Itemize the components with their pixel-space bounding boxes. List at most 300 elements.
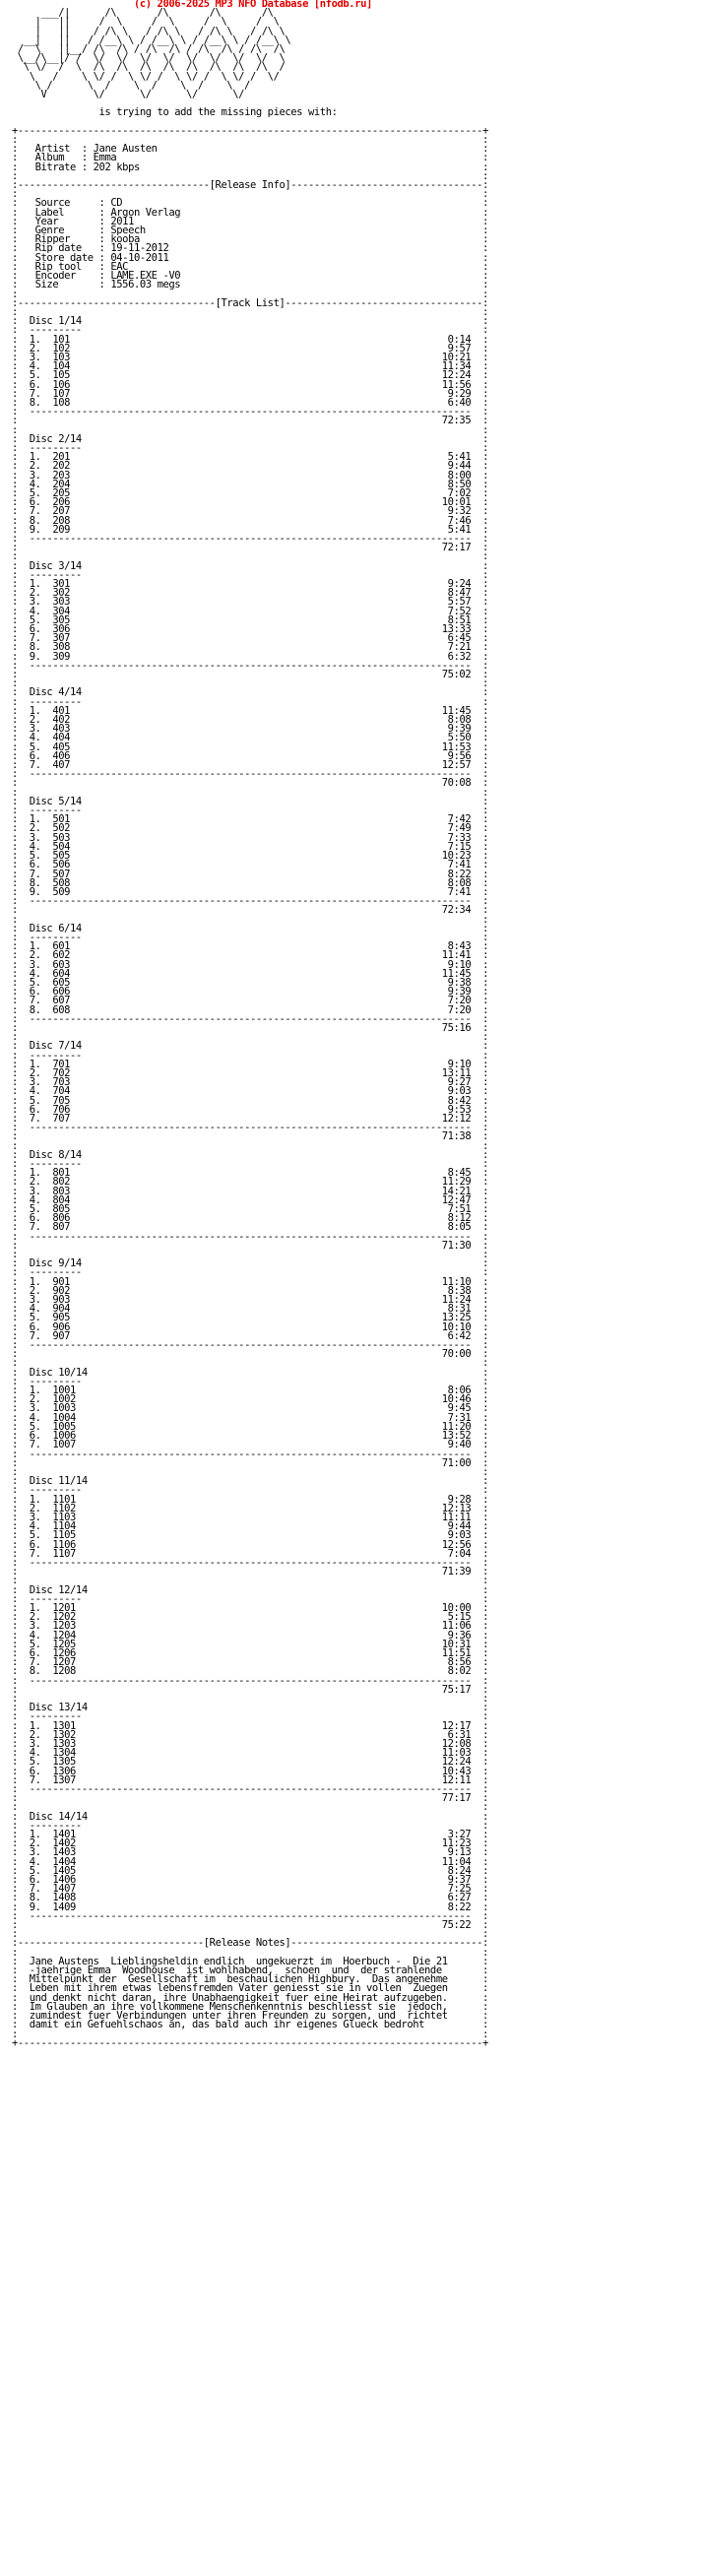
track-number: 5.: [29, 741, 41, 753]
release-notes-line: Jane Austens Lieblingsheldin endlich ungekuerzt im Hoerbuch - Die 21: [29, 1955, 448, 1967]
track-number: 5.: [29, 1312, 41, 1324]
track-duration: 8:24: [447, 1864, 472, 1877]
track-number: 6.: [29, 1430, 41, 1443]
info-label: Source: [34, 197, 94, 210]
track-name: 107: [52, 387, 71, 400]
track-name: 108: [52, 396, 71, 409]
track-duration: 11:23: [441, 1837, 472, 1850]
track-duration: 9:39: [447, 723, 472, 736]
track-name: 1204: [52, 1629, 76, 1642]
disc-title: Disc 10/14: [29, 1366, 88, 1379]
track-duration: 8:08: [447, 876, 472, 889]
track-duration: 5:57: [447, 596, 472, 609]
summary-label: Bitrate: [34, 161, 76, 173]
info-label: Encoder: [34, 270, 94, 283]
disc-total-duration: 75:16: [441, 1021, 472, 1034]
disc-divider: ----------------------------------------------------------------------------: [29, 1448, 472, 1460]
track-duration: 13:25: [441, 1312, 472, 1324]
track-number: 7.: [29, 868, 41, 880]
track-duration: 8:02: [447, 1665, 472, 1678]
track-duration: 11:20: [441, 1420, 472, 1433]
track-duration: 10:43: [441, 1765, 472, 1777]
disc-divider: ----------------------------------------------------------------------------: [29, 1556, 472, 1569]
track-number: 4.: [29, 840, 41, 853]
track-name: 1205: [52, 1638, 76, 1650]
track-duration: 7:51: [447, 1203, 472, 1216]
track-duration: 7:42: [447, 813, 472, 826]
track-duration: 9:39: [447, 986, 472, 998]
track-duration: 9:28: [447, 1493, 472, 1506]
track-number: 5.: [29, 1203, 41, 1216]
track-number: 4.: [29, 967, 41, 980]
track-number: 5.: [29, 1529, 41, 1542]
track-duration: 9:13: [447, 1846, 472, 1859]
track-name: 606: [52, 986, 71, 998]
track-number: 8.: [29, 641, 41, 654]
track-name: 307: [52, 632, 71, 645]
track-number: 5.: [29, 486, 41, 499]
track-name: 707: [52, 1112, 71, 1125]
disc-title: Disc 8/14: [29, 1148, 82, 1161]
track-duration: 12:47: [441, 1193, 472, 1206]
track-duration: 10:46: [441, 1393, 472, 1406]
track-name: 309: [52, 650, 71, 663]
track-number: 1.: [29, 451, 41, 464]
summary-label: Artist: [34, 143, 76, 156]
track-duration: 7:20: [447, 1003, 472, 1016]
track-list-title: [Track List]: [215, 296, 286, 309]
track-number: 3.: [29, 1511, 41, 1523]
disc-title-underline: ---------: [29, 1049, 82, 1062]
track-name: 507: [52, 868, 71, 880]
track-number: 4.: [29, 1085, 41, 1098]
track-name: 901: [52, 1275, 71, 1288]
track-name: 306: [52, 623, 71, 636]
track-number: 2.: [29, 1393, 41, 1406]
track-duration: 8:05: [447, 1221, 472, 1234]
track-number: 5.: [29, 1756, 41, 1769]
track-name: 607: [52, 995, 71, 1007]
track-number: 1.: [29, 1275, 41, 1288]
track-duration: 11:45: [441, 967, 472, 980]
track-name: 305: [52, 613, 71, 626]
info-label: Rip tool: [34, 260, 94, 273]
track-number: 2.: [29, 1176, 41, 1189]
track-duration: 8:42: [447, 1094, 472, 1107]
disc-title: Disc 3/14: [29, 559, 82, 572]
track-name: 804: [52, 1193, 71, 1206]
track-number: 3.: [29, 1738, 41, 1750]
summary-value: 202 kbps: [93, 161, 140, 173]
summary-value: Jane Austen: [93, 143, 158, 156]
track-number: 3.: [29, 1185, 41, 1197]
track-name: 1404: [52, 1855, 76, 1868]
disc-total-duration: 71:38: [441, 1130, 472, 1143]
disc-total-duration: 75:02: [441, 669, 472, 681]
disc-title: Disc 2/14: [29, 432, 82, 445]
track-number: 4.: [29, 1193, 41, 1206]
disc-title-underline: ---------: [29, 441, 82, 454]
track-number: 4.: [29, 1411, 41, 1424]
release-notes-line: Im Glauben an ihre vollkommene Menschenkenntnis beschliesst sie jedoch,: [29, 2000, 448, 2013]
track-number: 7.: [29, 1221, 41, 1234]
track-duration: 10:00: [441, 1601, 472, 1614]
track-duration: 6:27: [447, 1892, 472, 1904]
disc-title: Disc 13/14: [29, 1702, 88, 1714]
track-name: 1409: [52, 1900, 76, 1913]
info-label: Ripper: [34, 233, 94, 246]
track-name: 105: [52, 369, 71, 382]
disc-total-duration: 71:39: [441, 1566, 472, 1578]
track-duration: 12:57: [441, 759, 472, 772]
track-number: 8.: [29, 876, 41, 889]
track-number: 2.: [29, 949, 41, 962]
track-name: 1004: [52, 1411, 76, 1424]
track-number: 5.: [29, 850, 41, 863]
track-name: 203: [52, 469, 71, 482]
track-duration: 11:10: [441, 1275, 472, 1288]
track-name: 904: [52, 1303, 71, 1316]
release-notes-line: Leben mit ihrem etwas lebensfremden Vater geniesst sie in vollen Zuegen: [29, 1982, 448, 1995]
disc-title: Disc 7/14: [29, 1040, 82, 1053]
track-duration: 7:46: [447, 514, 472, 527]
track-number: 2.: [29, 342, 41, 354]
disc-divider: ----------------------------------------------------------------------------: [29, 1339, 472, 1352]
track-name: 1301: [52, 1719, 76, 1732]
track-number: 2.: [29, 1728, 41, 1741]
disc-divider: ----------------------------------------------------------------------------: [29, 1783, 472, 1796]
summary-label: Album: [34, 152, 76, 164]
track-name: 104: [52, 360, 71, 373]
disc-title: Disc 14/14: [29, 1810, 88, 1823]
disc-title-underline: ---------: [29, 568, 82, 581]
info-value: 1556.03 megs: [110, 279, 181, 291]
track-number: 6.: [29, 986, 41, 998]
track-name: 1201: [52, 1601, 76, 1614]
release-notes-line: und denkt nicht daran, ihre Unabhaengigkeit fuer eine Heirat aufzugeben.: [29, 1991, 448, 2004]
track-name: 706: [52, 1103, 71, 1116]
track-name: 605: [52, 976, 71, 989]
track-name: 603: [52, 958, 71, 971]
track-duration: 11:53: [441, 741, 472, 753]
track-name: 1406: [52, 1874, 76, 1887]
nfodb-header: (c) 2006-2025 MP3 NFO Database [nfodb.ru]: [133, 0, 372, 10]
track-name: 304: [52, 605, 71, 617]
track-name: 806: [52, 1212, 71, 1225]
track-number: 4.: [29, 1747, 41, 1760]
track-duration: 9:03: [447, 1529, 472, 1542]
track-duration: 13:33: [441, 623, 472, 636]
track-number: 7.: [29, 759, 41, 772]
track-name: 1103: [52, 1511, 76, 1523]
disc-title-underline: ---------: [29, 805, 82, 817]
track-number: 4.: [29, 478, 41, 490]
disc-total-duration: 70:00: [441, 1348, 472, 1361]
release-notes-line: Mittelpunkt der Gesellschaft im beschaulichen Highbury. Das angenehme: [29, 1973, 448, 1986]
tagline: is trying to add the missing pieces with:: [98, 106, 338, 119]
track-name: 402: [52, 714, 71, 727]
track-number: 5.: [29, 1420, 41, 1433]
track-duration: 8:56: [447, 1656, 472, 1669]
track-duration: 11:34: [441, 360, 472, 373]
track-number: 2.: [29, 822, 41, 835]
disc-title-underline: ---------: [29, 1158, 82, 1170]
track-duration: 7:20: [447, 995, 472, 1007]
track-duration: 8:43: [447, 940, 472, 953]
track-duration: 8:00: [447, 469, 472, 482]
track-name: 903: [52, 1294, 71, 1307]
disc-title-underline: ---------: [29, 1484, 82, 1497]
track-number: 1.: [29, 704, 41, 717]
track-number: 3.: [29, 831, 41, 844]
track-number: 3.: [29, 1402, 41, 1415]
track-duration: 11:29: [441, 1176, 472, 1189]
track-number: 3.: [29, 723, 41, 736]
info-value: Argon Verlag: [110, 206, 181, 219]
track-name: 1208: [52, 1665, 76, 1678]
track-duration: 9:24: [447, 578, 472, 590]
track-number: 1.: [29, 1493, 41, 1506]
release-notes-line: zumindest fuer Verbindungen unter ihren Freunden zu sorgen, und richtet: [29, 2010, 448, 2023]
disc-total-duration: 75:22: [441, 1919, 472, 1932]
track-name: 1003: [52, 1402, 76, 1415]
track-number: 3.: [29, 351, 41, 363]
track-duration: 11:06: [441, 1620, 472, 1633]
track-duration: 10:31: [441, 1638, 472, 1650]
track-name: 705: [52, 1094, 71, 1107]
track-name: 308: [52, 641, 71, 654]
track-duration: 9:29: [447, 387, 472, 400]
disc-total-duration: 70:08: [441, 777, 472, 790]
info-value: Speech: [110, 225, 146, 237]
track-number: 3.: [29, 1846, 41, 1859]
track-name: 701: [52, 1058, 71, 1070]
track-name: 404: [52, 732, 71, 744]
track-number: 4.: [29, 1855, 41, 1868]
track-number: 6.: [29, 378, 41, 391]
release-info-title: [Release Info]: [209, 179, 291, 192]
track-number: 7.: [29, 1547, 41, 1560]
track-name: 101: [52, 333, 71, 346]
box-border-top: +--------------------------------------------------------------------------------+: [12, 124, 488, 137]
track-name: 1405: [52, 1864, 76, 1877]
track-duration: 12:17: [441, 1719, 472, 1732]
track-number: 7.: [29, 1329, 41, 1342]
info-label: Store date: [34, 251, 94, 264]
track-duration: 12:56: [441, 1538, 472, 1551]
disc-title: Disc 5/14: [29, 795, 82, 807]
track-duration: 11:24: [441, 1294, 472, 1307]
disc-total-duration: 75:17: [441, 1683, 472, 1696]
track-name: 1303: [52, 1738, 76, 1750]
logo-ascii-line: | || / /\ \ / /\ \ / /\ \ / /\ \: [12, 25, 286, 37]
track-duration: 5:15: [447, 1611, 472, 1624]
disc-divider: ----------------------------------------------------------------------------: [29, 532, 472, 545]
track-name: 902: [52, 1284, 71, 1297]
track-name: 1005: [52, 1420, 76, 1433]
track-number: 3.: [29, 1620, 41, 1633]
track-duration: 10:23: [441, 850, 472, 863]
track-name: 504: [52, 840, 71, 853]
disc-title-underline: ---------: [29, 1819, 82, 1832]
track-name: 1101: [52, 1493, 76, 1506]
track-duration: 0:14: [447, 333, 472, 346]
track-duration: 9:44: [447, 460, 472, 473]
disc-title-underline: ---------: [29, 931, 82, 943]
track-duration: 9:38: [447, 976, 472, 989]
track-number: 9.: [29, 523, 41, 536]
track-duration: 8:22: [447, 868, 472, 880]
disc-title: Disc 4/14: [29, 686, 82, 699]
track-name: 602: [52, 949, 71, 962]
track-duration: 11:41: [441, 949, 472, 962]
track-number: 1.: [29, 1719, 41, 1732]
track-number: 7.: [29, 1112, 41, 1125]
disc-title: Disc 11/14: [29, 1475, 88, 1488]
track-number: 5.: [29, 369, 41, 382]
track-duration: 9:44: [447, 1520, 472, 1533]
track-name: 1402: [52, 1837, 76, 1850]
disc-divider: ----------------------------------------------------------------------------: [29, 406, 472, 419]
disc-divider: ----------------------------------------------------------------------------: [29, 1122, 472, 1134]
track-number: 9.: [29, 1900, 41, 1913]
track-duration: 9:36: [447, 1629, 472, 1642]
track-duration: 8:12: [447, 1212, 472, 1225]
release-notes-line: -jaehrige Emma Woodhouse ist wohlhabend, schoen und der strahlende: [29, 1964, 442, 1977]
track-duration: 7:04: [447, 1547, 472, 1560]
logo-ascii-line: / \ ||__/ /\ /\ / /\ /\ / /\ /\ / /\ /\: [12, 43, 286, 56]
track-number: 6.: [29, 1212, 41, 1225]
track-number: 5.: [29, 1094, 41, 1107]
track-duration: 8:50: [447, 478, 472, 490]
track-name: 204: [52, 478, 71, 490]
track-name: 508: [52, 876, 71, 889]
info-label: Size: [34, 279, 94, 291]
disc-title: Disc 12/14: [29, 1583, 88, 1596]
track-number: 4.: [29, 1303, 41, 1316]
track-duration: 7:49: [447, 822, 472, 835]
track-name: 905: [52, 1312, 71, 1324]
track-number: 5.: [29, 613, 41, 626]
track-name: 502: [52, 822, 71, 835]
logo-ascii-line: \ \/ / \ /\ /\ /\ /\ /\ /\ /\ /\ /: [12, 61, 286, 74]
track-name: 205: [52, 486, 71, 499]
disc-total-duration: 72:34: [441, 904, 472, 917]
track-number: 1.: [29, 940, 41, 953]
track-name: 805: [52, 1203, 71, 1216]
disc-title: Disc 9/14: [29, 1257, 82, 1270]
track-name: 1302: [52, 1728, 76, 1741]
disc-title-underline: ---------: [29, 1710, 82, 1723]
track-number: 3.: [29, 958, 41, 971]
track-name: 801: [52, 1167, 71, 1180]
track-number: 7.: [29, 632, 41, 645]
track-name: 102: [52, 342, 71, 354]
track-duration: 9:27: [447, 1076, 472, 1089]
track-name: 503: [52, 831, 71, 844]
track-number: 8.: [29, 1665, 41, 1678]
track-duration: 10:01: [441, 496, 472, 509]
track-name: 405: [52, 741, 71, 753]
track-duration: 7:02: [447, 486, 472, 499]
track-name: 1401: [52, 1829, 76, 1841]
track-duration: 7:25: [447, 1883, 472, 1896]
track-duration: 7:52: [447, 605, 472, 617]
track-duration: 7:31: [447, 1411, 472, 1424]
track-number: 2.: [29, 1502, 41, 1514]
track-number: 3.: [29, 596, 41, 609]
info-label: Genre: [34, 225, 94, 237]
track-name: 608: [52, 1003, 71, 1016]
track-duration: 11:56: [441, 378, 472, 391]
track-duration: 8:45: [447, 1167, 472, 1180]
track-duration: 10:21: [441, 351, 472, 363]
info-value: EAC: [110, 260, 129, 273]
track-duration: 7:41: [447, 859, 472, 871]
track-duration: 8:06: [447, 1385, 472, 1397]
track-number: 9.: [29, 885, 41, 898]
track-name: 1306: [52, 1765, 76, 1777]
track-duration: 12:24: [441, 1756, 472, 1769]
track-name: 1105: [52, 1529, 76, 1542]
info-value: 19-11-2012: [110, 242, 169, 255]
release-notes-line: damit ein Gefuehlschaos an, das bald auch ihr eigenes Glueck bedroht: [29, 2019, 425, 2031]
track-name: 501: [52, 813, 71, 826]
track-number: 6.: [29, 1646, 41, 1659]
track-duration: 12:12: [441, 1112, 472, 1125]
track-duration: 12:13: [441, 1502, 472, 1514]
track-number: 1.: [29, 1385, 41, 1397]
track-duration: 11:03: [441, 1747, 472, 1760]
track-number: 4.: [29, 605, 41, 617]
track-name: 907: [52, 1329, 71, 1342]
track-duration: 6:32: [447, 650, 472, 663]
info-value: 2011: [110, 215, 134, 227]
track-name: 1002: [52, 1393, 76, 1406]
disc-divider: ----------------------------------------------------------------------------: [29, 768, 472, 781]
track-number: 2.: [29, 1611, 41, 1624]
disc-divider: ----------------------------------------------------------------------------: [29, 1909, 472, 1922]
nfo-document: (c) 2006-2025 MP3 NFO Database [nfodb.ru] ___/| /\ /\ /\ /\ | || / \ / \ / \ / \ | || / /\ \ / /\ \ / /\ \ / /\ \ __| || / /__\ \ / /__\ \ / /__\ \ / /__\ \ / \ ||__/ /\ /\ / /\ /\ / /\ /\ / /\ /\ \__/\__|/ / \/ \/ \/ \/ \/ \/ \/ \/ \ \ \/ / \ /\ /\ /\ /\ /\ /\ /\ /\ / \ / \ \/ / \ \/ / \ \/ / \ \/ / \/ \ / \ / \ / \ / \ / V \/ \/ \/ \/ is trying to add the missing pieces with: +--------------------------------------------------------------------------------+ : : : Artist : Jane Austen : : Album : Emma : : Bitrate : 202 kbps : : : :---------------------------------[Release Info]---------------------------------: : : : Source : CD : : Label : Argon Verlag : : Year : 2011 : : Genre : Speech : : Ripper : kooba : : Rip date : 19-11-2012 : : Store date : 04-10-2011 : : Rip tool : EAC : : Encoder : LAME.EXE -V0 : : Size : 1556.03 megs : : : :----------------------------------[Track List]----------------------------------: : : : Disc 1/14 : : --------- : : 1. 101 0:14 : : 2. 102 9:57 : : 3. 103 10:21 : : 4. 104 11:34 : : 5. 105 12:24 : : 6. 106 11:56 : : 7. 107 9:29 : : 8. 108 6:40 : : ---------------------------------------------------------------------------- : : 72:35 : : : : Disc 2/14 : : --------- : : 1. 201 5:41 : : 2. 202 9:44 : : 3. 203 8:00 : : 4. 204 8:50 : : 5. 205 7:02 : : 6. 206 10:01 : : 7. 207 9:32 : : 8. 208 7:46 : : 9. 209 5:41 : : ---------------------------------------------------------------------------- : : 72:17 : : : : Disc 3/14 : : --------- : : 1. 301 9:24 : : 2. 302 8:47 : : 3. 303 5:57 : : 4. 304 7:52 : : 5. 305 8:51 : : 6. 306 13:33 : : 7. 307 6:45 : : 8. 308 7:21 : : 9. 309 6:32 : : ---------------------------------------------------------------------------- : : 75:02 : : : : Disc 4/14 : : --------- : : 1. 401 11:45 : : 2. 402 8:08 : : 3. 403 9:39 : : 4. 404 5:50 : : 5. 405 11:53 : : 6. 406 9:56 : : 7. 407 12:57 : : ---------------------------------------------------------------------------- : : 70:08 : : : : Disc 5/14 : : --------- : : 1. 501 7:42 : : 2. 502 7:49 : : 3. 503 7:33 : : 4. 504 7:15 : : 5. 505 10:23 : : 6. 506 7:41 : : 7. 507 8:22 : : 8. 508 8:08 : : 9. 509 7:41 : : ---------------------------------------------------------------------------- : : 72:34 : : : : Disc 6/14 : : --------- : : 1. 601 8:43 : : 2. 602 11:41 : : 3. 603 9:10 : : 4. 604 11:45 : : 5. 605 9:38 : : 6. 606 9:39 : : 7. 607 7:20 : : 8. 608 7:20 : : ---------------------------------------------------------------------------- : : 75:16 : : : : Disc 7/14 : : --------- : : 1. 701 9:10 : : 2. 702 13:11 : : 3. 703 9:27 : : 4. 704 9:03 : : 5. 705 8:42 : : 6. 706 9:53 : : 7. 707 12:12 : : ---------------------------------------------------------------------------- : : 71:38 : : : : Disc 8/14 : : --------- : : 1. 801 8:45 : : 2. 802 11:29 : : 3. 803 14:21 : : 4. 804 12:47 : : 5. 805 7:51 : : 6. 806 8:12 : : 7. 807 8:05 : : ---------------------------------------------------------------------------- : : 71:30 : : : : Disc 9/14 : : --------- : : 1. 901 11:10 : : 2. 902 8:38 : : 3. 903 11:24 : : 4. 904 8:31 : : 5. 905 13:25 : : 6. 906 10:10 : : 7. 907 6:42 : : ---------------------------------------------------------------------------- : : 70:00 : : : : Disc 10/14 : : --------- : : 1. 1001 8:06 : : 2. 1002 10:46 : : 3. 1003 9:45 : : 4. 1004 7:31 : : 5. 1005 11:20 : : 6. 1006 13:52 : : 7. 1007 9:40 : : ---------------------------------------------------------------------------- : : 71:00 : : : : Disc 11/14 : : --------- : : 1. 1101 9:28 : : 2. 1102 12:13 : : 3. 1103 11:11 : : 4. 1104 9:44 : : 5. 1105 9:03 : : 6. 1106 12:56 : : 7. 1107 7:04 : : ---------------------------------------------------------------------------- : : 71:39 : : : : Disc 12/14 : : --------- : : 1. 1201 10:00 : : 2. 1202 5:15 : : 3. 1203 11:06 : : 4. 1204 9:36 : : 5. 1205 10:31 : : 6. 1206 11:51 : : 7. 1207 8:56 : : 8. 1208 8:02 : : ---------------------------------------------------------------------------- : : 75:17 : : : : Disc 13/14 : : --------- : : 1. 1301 12:17 : : 2. 1302 6:31 : : 3. 1303 12:08 : : 4. 1304 11:03 : : 5. 1305 12:24 : : 6. 1306 10:43 : : 7. 1307 12:11 : : ---------------------------------------------------------------------------- : : 77:17 : : : : Disc 14/14 : : --------- : : 1. 1401 3:27 : : 2. 1402 11:23 : : 3. 1403 9:13 : : 4. 1404 11:04 : : 5. 1405 8:24 : : 6. 1406 9:37 : : 7. 1407 7:25 : : 8. 1408 6:27 : : 9. 1409 8:22 : : ---------------------------------------------------------------------------- : : 75:22 : : : :--------------------------------[Release Notes]---------------------------------: : : : Jane Austens Lieblingsheldin endlich ungekuerzt im Hoerbuch - Die 21 : : -jaehrige Emma Woodhouse ist wohlhabend, schoen und der strahlende : : Mittelpunkt der Gesellschaft im beschaulichen Highbury. Das angenehme : : Leben mit ihrem etwas lebensfremden Vater geniesst sie in vollen Zuegen : : und denkt nicht daran, ihre Unabhaengigkeit fuer eine Heirat aufzugeben. : : Im Glauben an ihre vollkommene Menschenkenntnis beschliesst sie jedoch, : : zumindest fuer Verbindungen unter ihren Freunden zu sorgen, und richtet : : damit ein Gefuehlschaos an, das bald auch ihr eigenes Glueck bedroht : : : +--------------------------------------------------------------------------------+: [12, 0, 488, 2049]
disc-total-duration: 77:17: [441, 1792, 472, 1805]
track-duration: 8:22: [447, 1900, 472, 1913]
track-number: 4.: [29, 732, 41, 744]
track-number: 7.: [29, 505, 41, 518]
track-name: 1407: [52, 1883, 76, 1896]
track-number: 8.: [29, 396, 41, 409]
track-number: 5.: [29, 1638, 41, 1650]
track-duration: 5:41: [447, 451, 472, 464]
track-name: 202: [52, 460, 71, 473]
disc-title: Disc 1/14: [29, 315, 82, 328]
logo-ascii-line: ___/| /\ /\ /\ /\: [12, 7, 274, 20]
track-name: 103: [52, 351, 71, 363]
disc-divider: ----------------------------------------------------------------------------: [29, 1230, 472, 1243]
track-duration: 9:37: [447, 1874, 472, 1887]
track-duration: 13:52: [441, 1430, 472, 1443]
track-number: 3.: [29, 1294, 41, 1307]
track-duration: 11:45: [441, 704, 472, 717]
track-name: 302: [52, 587, 71, 600]
track-number: 4.: [29, 360, 41, 373]
track-name: 1007: [52, 1439, 76, 1451]
track-duration: 12:11: [441, 1773, 472, 1786]
track-duration: 9:45: [447, 1402, 472, 1415]
logo-ascii-line: \ / \ / \ / \ / \ /: [12, 79, 250, 92]
track-number: 7.: [29, 1883, 41, 1896]
track-name: 1304: [52, 1747, 76, 1760]
track-duration: 7:41: [447, 885, 472, 898]
